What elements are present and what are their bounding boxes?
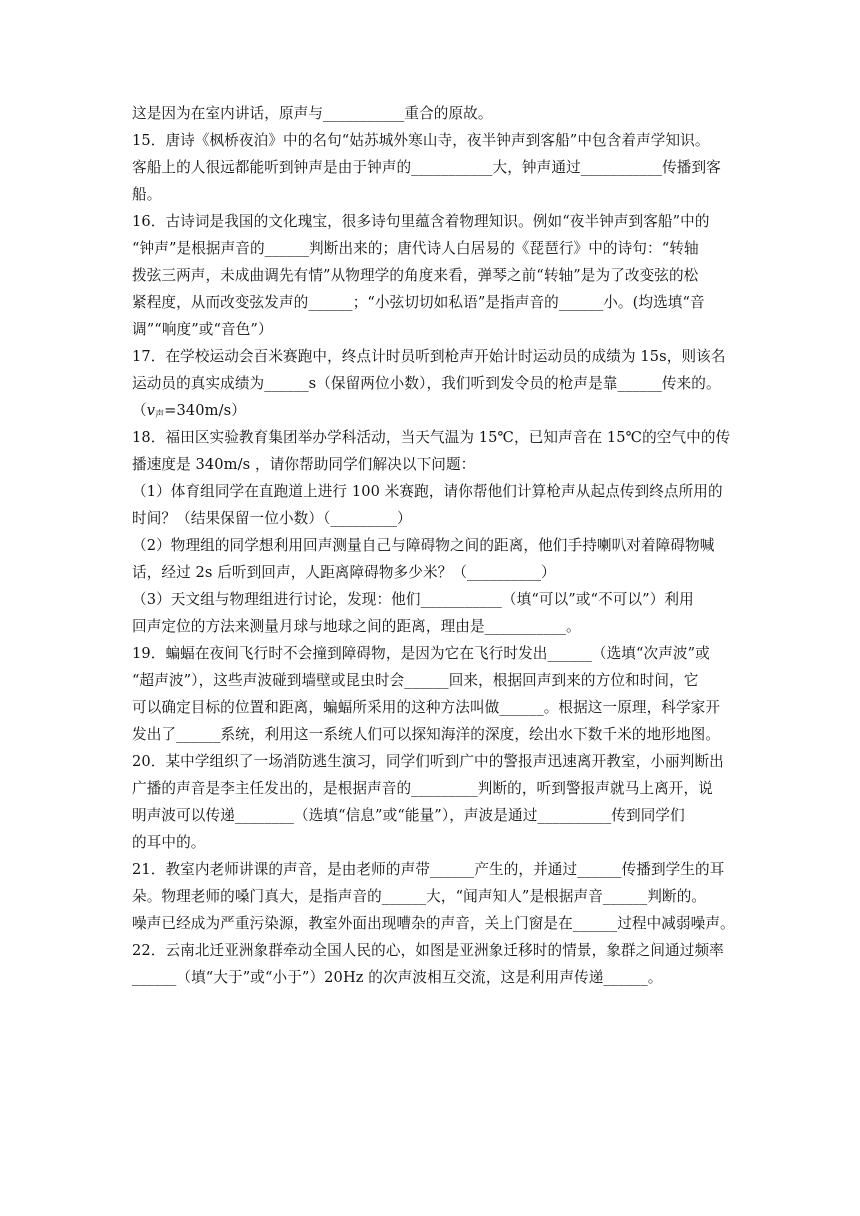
speed-of-sound-note bbox=[132, 397, 738, 424]
text-line: 的耳中的。 bbox=[132, 834, 206, 851]
question-19-line: 19．蝙蝠在夜间飞行时不会撞到障碍物，是因为它在飞行时发出______（选填“次声波”或 bbox=[132, 645, 710, 662]
text-line: 时间？（结果保留一位小数）（_________） bbox=[132, 510, 412, 527]
question-22-line: 22．云南北迁亚洲象群牵动全国人民的心，如图是亚洲象迁移时的情景，象群之间通过频率 bbox=[132, 942, 724, 959]
question-16-line: 16．古诗词是我国的文化瑰宝，很多诗句里蕴含着物理知识。例如“夜半钟声到客船”中的 bbox=[132, 213, 710, 230]
text-line: “钟声”是根据声音的______判断出来的；唐代诗人白居易的《琵琶行》中的诗句：“转轴 bbox=[132, 240, 699, 257]
text-line: 客船上的人很远都能听到钟声是由于钟声的___________大，钟声通过___________传播到客 bbox=[132, 159, 721, 176]
sub-question-3-line: （3）天文组与物理组进行讨论，发现：他们___________（填“可以”或“不可以”）利用 bbox=[132, 591, 694, 608]
question-18-line: 18．福田区实验教育集团举办学科活动，当天气温为 15℃，已知声音在 15℃的空气中的传 bbox=[132, 429, 731, 446]
text-line: 调”“响度”或“音色”） bbox=[132, 321, 273, 338]
question-21-line: 21．教室内老师讲课的声音，是由老师的声带______产生的，并通过______传播到学生的耳 bbox=[132, 861, 725, 878]
text-line: 回声定位的方法来测量月球与地球之间的距离，理由是___________。 bbox=[132, 618, 581, 635]
text-line: 发出了______系统，利用这一系统人们可以探知海洋的深度，绘出水下数千米的地形地图。 bbox=[132, 726, 721, 743]
text-line: 明声波可以传递________（选填“信息”或“能量”），声波是通过__________传到同学们 bbox=[132, 807, 685, 824]
text-line: 紧程度，从而改变弦发声的______；“小弦切切如私语”是指声音的______小。(均选填“音 bbox=[132, 294, 705, 311]
question-17-line: 17．在学校运动会百米赛跑中，终点计时员听到枪声开始计时运动员的成绩为 15s，则该名 bbox=[132, 348, 726, 365]
text-line: ______（填“大于”或“小于”）20Hz 的次声波相互交流，这是利用声传递______。 bbox=[132, 969, 663, 986]
text-line: 话，经过 2s 后听到回声，人距离障碍物多少米？（__________） bbox=[132, 564, 556, 581]
text-line: 船。 bbox=[132, 186, 162, 203]
text-line: 朵。物理老师的嗓门真大，是指声音的______大，“闻声知人”是根据声音______判断的。 bbox=[132, 888, 707, 905]
note-rest: =340m/s） bbox=[164, 402, 246, 419]
text-line: 可以确定目标的位置和距离，蝙蝠所采用的这种方法叫做______。根据这一原理，科学家开 bbox=[132, 699, 721, 716]
text-line: 运动员的真实成绩为______s（保留两位小数），我们听到发令员的枪声是靠______传来的。 bbox=[132, 375, 721, 392]
question-text-block bbox=[132, 100, 738, 991]
text-line: “超声波”），这些声波碰到墙壁或昆虫时会______回来，根据回声到来的方位和时间，它 bbox=[132, 672, 699, 689]
note-open: （ bbox=[132, 402, 147, 419]
text-line: 这是因为在室内讲话，原声与___________重合的原故。 bbox=[132, 105, 493, 122]
text-line: 噪声已经成为严重污染源，教室外面出现嘈杂的声音，关上门窗是在______过程中减弱噪声。 bbox=[132, 915, 735, 932]
sub-question-1-line: （1）体育组同学在直跑道上进行 100 米赛跑，请你帮他们计算枪声从起点传到终点所用的 bbox=[132, 483, 723, 500]
text-line: 广播的声音是李主任发出的，是根据声音的_________判断的，听到警报声就马上离开，说 bbox=[132, 780, 713, 797]
text-line: 播速度是 340m/s ，请你帮助同学们解决以下问题： bbox=[132, 456, 476, 473]
question-15-line: 15．唐诗《枫桥夜泊》中的名句“姑苏城外寒山寺，夜半钟声到客船”中包含着声学知识。 bbox=[132, 132, 710, 149]
velocity-subscript: 声 bbox=[155, 410, 165, 420]
velocity-symbol: v bbox=[146, 402, 156, 419]
question-20-line: 20．某中学组织了一场消防逃生演习，同学们听到广中的警报声迅速离开教室，小丽判断出 bbox=[132, 753, 724, 770]
sub-question-2-line: （2）物理组的同学想利用回声测量自己与障碍物之间的距离，他们手持喇叭对着障碍物喊 bbox=[132, 537, 715, 554]
text-line: 拨弦三两声，未成曲调先有情”从物理学的角度来看，弹琴之前“转轴”是为了改变弦的松 bbox=[132, 267, 699, 284]
